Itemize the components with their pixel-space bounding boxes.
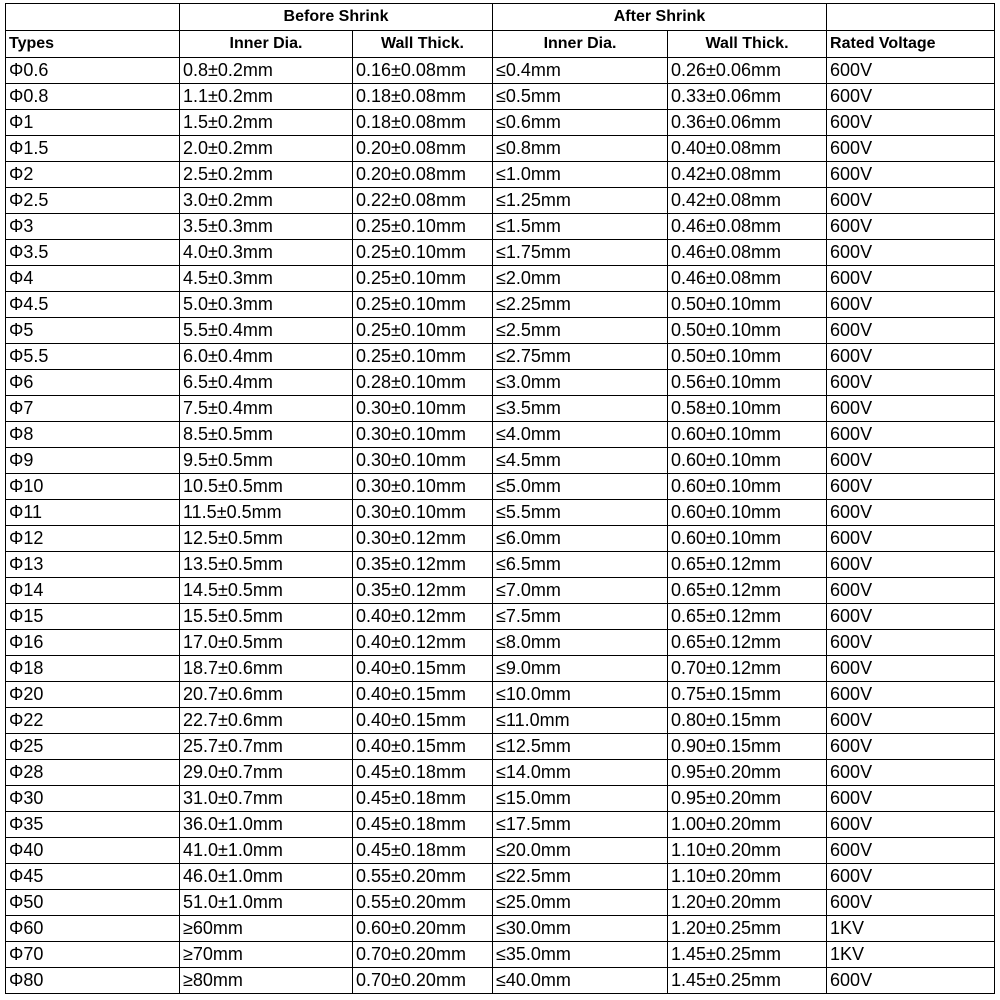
after-inner-dia-cell: ≤5.5mm xyxy=(493,500,668,526)
type-cell: Φ5.5 xyxy=(6,344,180,370)
before-inner-dia-cell: 36.0±1.0mm xyxy=(180,812,353,838)
after-wall-thick-cell: 0.40±0.08mm xyxy=(668,136,827,162)
table-row xyxy=(6,110,995,136)
before-inner-dia-cell: 5.5±0.4mm xyxy=(180,318,353,344)
rated-voltage-cell: 600V xyxy=(827,968,995,994)
rated-voltage-cell: 600V xyxy=(827,630,995,656)
rated-voltage-cell: 600V xyxy=(827,344,995,370)
after-inner-dia-cell: ≤20.0mm xyxy=(493,838,668,864)
type-cell: Φ22 xyxy=(6,708,180,734)
after-wall-thick-cell: 0.33±0.06mm xyxy=(668,84,827,110)
after-wall-thick-cell: 1.20±0.25mm xyxy=(668,916,827,942)
after-inner-dia-cell: ≤25.0mm xyxy=(493,890,668,916)
after-inner-dia-cell: ≤11.0mm xyxy=(493,708,668,734)
type-cell: Φ2.5 xyxy=(6,188,180,214)
type-cell: Φ3.5 xyxy=(6,240,180,266)
before-inner-dia-cell: 1.1±0.2mm xyxy=(180,84,353,110)
type-cell: Φ7 xyxy=(6,396,180,422)
rated-voltage-cell: 600V xyxy=(827,500,995,526)
before-wall-thick-cell: 0.28±0.10mm xyxy=(353,370,493,396)
before-wall-thick-cell: 0.70±0.20mm xyxy=(353,968,493,994)
table-row xyxy=(6,396,995,422)
before-inner-dia-cell: 8.5±0.5mm xyxy=(180,422,353,448)
table-row xyxy=(6,136,995,162)
rated-voltage-cell: 600V xyxy=(827,838,995,864)
table-row xyxy=(6,760,995,786)
group-header-after-shrink: After Shrink xyxy=(493,4,827,31)
after-inner-dia-cell: ≤1.25mm xyxy=(493,188,668,214)
before-inner-dia-cell: 12.5±0.5mm xyxy=(180,526,353,552)
rated-voltage-cell: 600V xyxy=(827,578,995,604)
before-inner-dia-cell: 25.7±0.7mm xyxy=(180,734,353,760)
rated-voltage-cell: 600V xyxy=(827,474,995,500)
after-wall-thick-cell: 1.45±0.25mm xyxy=(668,968,827,994)
after-inner-dia-cell: ≤2.0mm xyxy=(493,266,668,292)
rated-voltage-cell: 600V xyxy=(827,240,995,266)
after-wall-thick-cell: 0.42±0.08mm xyxy=(668,188,827,214)
before-wall-thick-cell: 0.30±0.10mm xyxy=(353,396,493,422)
table-row xyxy=(6,188,995,214)
after-inner-dia-cell: ≤1.75mm xyxy=(493,240,668,266)
type-cell: Φ18 xyxy=(6,656,180,682)
rated-voltage-cell: 600V xyxy=(827,370,995,396)
rated-voltage-cell: 600V xyxy=(827,526,995,552)
rated-voltage-cell: 600V xyxy=(827,110,995,136)
group-header-before-shrink: Before Shrink xyxy=(180,4,493,31)
table-row xyxy=(6,838,995,864)
rated-voltage-cell: 600V xyxy=(827,604,995,630)
before-inner-dia-cell: 15.5±0.5mm xyxy=(180,604,353,630)
rated-voltage-cell: 600V xyxy=(827,396,995,422)
table-row xyxy=(6,604,995,630)
after-wall-thick-cell: 0.56±0.10mm xyxy=(668,370,827,396)
before-wall-thick-cell: 0.30±0.10mm xyxy=(353,448,493,474)
after-wall-thick-cell: 0.95±0.20mm xyxy=(668,786,827,812)
type-cell: Φ70 xyxy=(6,942,180,968)
before-wall-thick-cell: 0.30±0.10mm xyxy=(353,474,493,500)
table-row xyxy=(6,318,995,344)
after-inner-dia-cell: ≤7.5mm xyxy=(493,604,668,630)
rated-voltage-cell: 600V xyxy=(827,864,995,890)
after-inner-dia-cell: ≤14.0mm xyxy=(493,760,668,786)
table-row xyxy=(6,500,995,526)
after-inner-dia-cell: ≤4.0mm xyxy=(493,422,668,448)
after-inner-dia-cell: ≤3.5mm xyxy=(493,396,668,422)
after-inner-dia-cell: ≤8.0mm xyxy=(493,630,668,656)
column-header-rated-voltage: Rated Voltage xyxy=(827,31,995,58)
before-wall-thick-cell: 0.35±0.12mm xyxy=(353,552,493,578)
before-wall-thick-cell: 0.25±0.10mm xyxy=(353,318,493,344)
before-wall-thick-cell: 0.35±0.12mm xyxy=(353,578,493,604)
after-wall-thick-cell: 0.75±0.15mm xyxy=(668,682,827,708)
before-inner-dia-cell: 9.5±0.5mm xyxy=(180,448,353,474)
before-wall-thick-cell: 0.55±0.20mm xyxy=(353,890,493,916)
before-wall-thick-cell: 0.40±0.12mm xyxy=(353,604,493,630)
after-wall-thick-cell: 0.50±0.10mm xyxy=(668,344,827,370)
after-wall-thick-cell: 0.58±0.10mm xyxy=(668,396,827,422)
type-cell: Φ4 xyxy=(6,266,180,292)
before-inner-dia-cell: 1.5±0.2mm xyxy=(180,110,353,136)
after-wall-thick-cell: 0.46±0.08mm xyxy=(668,266,827,292)
after-wall-thick-cell: 0.42±0.08mm xyxy=(668,162,827,188)
rated-voltage-cell: 600V xyxy=(827,58,995,84)
before-inner-dia-cell: 31.0±0.7mm xyxy=(180,786,353,812)
after-wall-thick-cell: 0.70±0.12mm xyxy=(668,656,827,682)
rated-voltage-cell: 1KV xyxy=(827,942,995,968)
before-inner-dia-cell: 10.5±0.5mm xyxy=(180,474,353,500)
after-wall-thick-cell: 0.26±0.06mm xyxy=(668,58,827,84)
type-cell: Φ6 xyxy=(6,370,180,396)
before-inner-dia-cell: 29.0±0.7mm xyxy=(180,760,353,786)
after-inner-dia-cell: ≤30.0mm xyxy=(493,916,668,942)
after-inner-dia-cell: ≤0.4mm xyxy=(493,58,668,84)
type-cell: Φ5 xyxy=(6,318,180,344)
group-header-empty-cell xyxy=(827,4,995,31)
after-wall-thick-cell: 1.20±0.20mm xyxy=(668,890,827,916)
after-inner-dia-cell: ≤9.0mm xyxy=(493,656,668,682)
table-row xyxy=(6,578,995,604)
before-inner-dia-cell: 6.5±0.4mm xyxy=(180,370,353,396)
column-header-after-wall-thick: Wall Thick. xyxy=(668,31,827,58)
rated-voltage-cell: 600V xyxy=(827,422,995,448)
before-wall-thick-cell: 0.40±0.15mm xyxy=(353,708,493,734)
type-cell: Φ14 xyxy=(6,578,180,604)
before-inner-dia-cell: 20.7±0.6mm xyxy=(180,682,353,708)
before-wall-thick-cell: 0.40±0.15mm xyxy=(353,656,493,682)
after-wall-thick-cell: 0.95±0.20mm xyxy=(668,760,827,786)
type-cell: Φ12 xyxy=(6,526,180,552)
after-wall-thick-cell: 0.65±0.12mm xyxy=(668,552,827,578)
before-inner-dia-cell: 2.5±0.2mm xyxy=(180,162,353,188)
type-cell: Φ40 xyxy=(6,838,180,864)
table-row xyxy=(6,552,995,578)
type-cell: Φ15 xyxy=(6,604,180,630)
rated-voltage-cell: 600V xyxy=(827,214,995,240)
before-inner-dia-cell: 3.0±0.2mm xyxy=(180,188,353,214)
type-cell: Φ0.6 xyxy=(6,58,180,84)
rated-voltage-cell: 600V xyxy=(827,682,995,708)
before-wall-thick-cell: 0.45±0.18mm xyxy=(353,812,493,838)
after-wall-thick-cell: 0.46±0.08mm xyxy=(668,214,827,240)
column-header-before-wall-thick: Wall Thick. xyxy=(353,31,493,58)
after-wall-thick-cell: 0.60±0.10mm xyxy=(668,500,827,526)
before-inner-dia-cell: 2.0±0.2mm xyxy=(180,136,353,162)
before-wall-thick-cell: 0.18±0.08mm xyxy=(353,84,493,110)
table-row xyxy=(6,266,995,292)
after-wall-thick-cell: 0.60±0.10mm xyxy=(668,422,827,448)
table-row xyxy=(6,708,995,734)
before-wall-thick-cell: 0.25±0.10mm xyxy=(353,214,493,240)
table-row xyxy=(6,422,995,448)
before-inner-dia-cell: 41.0±1.0mm xyxy=(180,838,353,864)
table-row xyxy=(6,864,995,890)
table-row xyxy=(6,84,995,110)
rated-voltage-cell: 600V xyxy=(827,890,995,916)
before-wall-thick-cell: 0.22±0.08mm xyxy=(353,188,493,214)
after-wall-thick-cell: 0.46±0.08mm xyxy=(668,240,827,266)
rated-voltage-cell: 600V xyxy=(827,188,995,214)
before-wall-thick-cell: 0.16±0.08mm xyxy=(353,58,493,84)
type-cell: Φ9 xyxy=(6,448,180,474)
after-inner-dia-cell: ≤10.0mm xyxy=(493,682,668,708)
after-inner-dia-cell: ≤35.0mm xyxy=(493,942,668,968)
rated-voltage-cell: 600V xyxy=(827,292,995,318)
after-inner-dia-cell: ≤2.5mm xyxy=(493,318,668,344)
after-wall-thick-cell: 0.90±0.15mm xyxy=(668,734,827,760)
rated-voltage-cell: 600V xyxy=(827,136,995,162)
table-row xyxy=(6,734,995,760)
column-header-before-inner-dia: Inner Dia. xyxy=(180,31,353,58)
after-inner-dia-cell: ≤6.0mm xyxy=(493,526,668,552)
type-cell: Φ16 xyxy=(6,630,180,656)
before-wall-thick-cell: 0.25±0.10mm xyxy=(353,292,493,318)
before-inner-dia-cell: 3.5±0.3mm xyxy=(180,214,353,240)
before-inner-dia-cell: 6.0±0.4mm xyxy=(180,344,353,370)
before-wall-thick-cell: 0.40±0.12mm xyxy=(353,630,493,656)
type-cell: Φ80 xyxy=(6,968,180,994)
table-row xyxy=(6,916,995,942)
after-inner-dia-cell: ≤22.5mm xyxy=(493,864,668,890)
type-cell: Φ28 xyxy=(6,760,180,786)
before-wall-thick-cell: 0.30±0.10mm xyxy=(353,422,493,448)
before-wall-thick-cell: 0.45±0.18mm xyxy=(353,760,493,786)
before-wall-thick-cell: 0.30±0.12mm xyxy=(353,526,493,552)
table-row xyxy=(6,240,995,266)
type-cell: Φ8 xyxy=(6,422,180,448)
rated-voltage-cell: 600V xyxy=(827,734,995,760)
after-wall-thick-cell: 1.45±0.25mm xyxy=(668,942,827,968)
table-row xyxy=(6,812,995,838)
group-header-row xyxy=(6,4,995,31)
column-header-row xyxy=(6,31,995,58)
before-inner-dia-cell: ≥60mm xyxy=(180,916,353,942)
after-inner-dia-cell: ≤7.0mm xyxy=(493,578,668,604)
after-inner-dia-cell: ≤6.5mm xyxy=(493,552,668,578)
type-cell: Φ50 xyxy=(6,890,180,916)
table-row xyxy=(6,968,995,994)
table-row xyxy=(6,474,995,500)
after-wall-thick-cell: 0.65±0.12mm xyxy=(668,630,827,656)
rated-voltage-cell: 600V xyxy=(827,318,995,344)
before-wall-thick-cell: 0.25±0.10mm xyxy=(353,240,493,266)
type-cell: Φ45 xyxy=(6,864,180,890)
before-wall-thick-cell: 0.20±0.08mm xyxy=(353,136,493,162)
table-row xyxy=(6,526,995,552)
table-body xyxy=(6,4,995,994)
table-row xyxy=(6,370,995,396)
after-inner-dia-cell: ≤5.0mm xyxy=(493,474,668,500)
table-row xyxy=(6,162,995,188)
rated-voltage-cell: 600V xyxy=(827,656,995,682)
table-row xyxy=(6,630,995,656)
table-row xyxy=(6,942,995,968)
rated-voltage-cell: 600V xyxy=(827,786,995,812)
before-inner-dia-cell: 13.5±0.5mm xyxy=(180,552,353,578)
after-inner-dia-cell: ≤1.5mm xyxy=(493,214,668,240)
before-inner-dia-cell: 7.5±0.4mm xyxy=(180,396,353,422)
after-wall-thick-cell: 1.00±0.20mm xyxy=(668,812,827,838)
after-inner-dia-cell: ≤17.5mm xyxy=(493,812,668,838)
type-cell: Φ1.5 xyxy=(6,136,180,162)
after-inner-dia-cell: ≤0.5mm xyxy=(493,84,668,110)
column-header-after-inner-dia: Inner Dia. xyxy=(493,31,668,58)
before-wall-thick-cell: 0.55±0.20mm xyxy=(353,864,493,890)
table-row xyxy=(6,58,995,84)
rated-voltage-cell: 600V xyxy=(827,162,995,188)
table-row xyxy=(6,344,995,370)
before-inner-dia-cell: ≥80mm xyxy=(180,968,353,994)
after-inner-dia-cell: ≤3.0mm xyxy=(493,370,668,396)
after-inner-dia-cell: ≤2.25mm xyxy=(493,292,668,318)
table-row xyxy=(6,786,995,812)
type-cell: Φ20 xyxy=(6,682,180,708)
before-wall-thick-cell: 0.25±0.10mm xyxy=(353,266,493,292)
type-cell: Φ60 xyxy=(6,916,180,942)
table-row xyxy=(6,292,995,318)
rated-voltage-cell: 600V xyxy=(827,266,995,292)
after-inner-dia-cell: ≤15.0mm xyxy=(493,786,668,812)
type-cell: Φ13 xyxy=(6,552,180,578)
before-inner-dia-cell: 0.8±0.2mm xyxy=(180,58,353,84)
before-inner-dia-cell: 4.0±0.3mm xyxy=(180,240,353,266)
before-wall-thick-cell: 0.20±0.08mm xyxy=(353,162,493,188)
table-row xyxy=(6,656,995,682)
after-inner-dia-cell: ≤12.5mm xyxy=(493,734,668,760)
after-wall-thick-cell: 0.65±0.12mm xyxy=(668,578,827,604)
before-wall-thick-cell: 0.60±0.20mm xyxy=(353,916,493,942)
type-cell: Φ35 xyxy=(6,812,180,838)
after-inner-dia-cell: ≤2.75mm xyxy=(493,344,668,370)
before-inner-dia-cell: 46.0±1.0mm xyxy=(180,864,353,890)
type-cell: Φ25 xyxy=(6,734,180,760)
rated-voltage-cell: 600V xyxy=(827,708,995,734)
after-wall-thick-cell: 1.10±0.20mm xyxy=(668,864,827,890)
before-wall-thick-cell: 0.40±0.15mm xyxy=(353,682,493,708)
type-cell: Φ30 xyxy=(6,786,180,812)
type-cell: Φ3 xyxy=(6,214,180,240)
rated-voltage-cell: 600V xyxy=(827,552,995,578)
rated-voltage-cell: 600V xyxy=(827,760,995,786)
spec-table xyxy=(5,3,995,994)
before-wall-thick-cell: 0.18±0.08mm xyxy=(353,110,493,136)
after-inner-dia-cell: ≤1.0mm xyxy=(493,162,668,188)
table-row xyxy=(6,448,995,474)
before-inner-dia-cell: 51.0±1.0mm xyxy=(180,890,353,916)
before-inner-dia-cell: 18.7±0.6mm xyxy=(180,656,353,682)
before-wall-thick-cell: 0.25±0.10mm xyxy=(353,344,493,370)
before-wall-thick-cell: 0.45±0.18mm xyxy=(353,786,493,812)
type-cell: Φ0.8 xyxy=(6,84,180,110)
before-wall-thick-cell: 0.70±0.20mm xyxy=(353,942,493,968)
group-header-empty-cell xyxy=(6,4,180,31)
column-header-types: Types xyxy=(6,31,180,58)
after-inner-dia-cell: ≤4.5mm xyxy=(493,448,668,474)
before-inner-dia-cell: ≥70mm xyxy=(180,942,353,968)
before-inner-dia-cell: 17.0±0.5mm xyxy=(180,630,353,656)
after-wall-thick-cell: 0.60±0.10mm xyxy=(668,474,827,500)
before-inner-dia-cell: 11.5±0.5mm xyxy=(180,500,353,526)
after-wall-thick-cell: 0.50±0.10mm xyxy=(668,292,827,318)
after-wall-thick-cell: 0.36±0.06mm xyxy=(668,110,827,136)
after-inner-dia-cell: ≤0.8mm xyxy=(493,136,668,162)
type-cell: Φ11 xyxy=(6,500,180,526)
after-wall-thick-cell: 1.10±0.20mm xyxy=(668,838,827,864)
before-inner-dia-cell: 4.5±0.3mm xyxy=(180,266,353,292)
table-row xyxy=(6,214,995,240)
before-inner-dia-cell: 14.5±0.5mm xyxy=(180,578,353,604)
rated-voltage-cell: 600V xyxy=(827,812,995,838)
table-row xyxy=(6,890,995,916)
after-wall-thick-cell: 0.65±0.12mm xyxy=(668,604,827,630)
type-cell: Φ10 xyxy=(6,474,180,500)
after-wall-thick-cell: 0.60±0.10mm xyxy=(668,448,827,474)
before-wall-thick-cell: 0.45±0.18mm xyxy=(353,838,493,864)
after-inner-dia-cell: ≤40.0mm xyxy=(493,968,668,994)
before-inner-dia-cell: 22.7±0.6mm xyxy=(180,708,353,734)
before-wall-thick-cell: 0.30±0.10mm xyxy=(353,500,493,526)
after-wall-thick-cell: 0.60±0.10mm xyxy=(668,526,827,552)
rated-voltage-cell: 600V xyxy=(827,84,995,110)
type-cell: Φ4.5 xyxy=(6,292,180,318)
after-wall-thick-cell: 0.50±0.10mm xyxy=(668,318,827,344)
table-row xyxy=(6,682,995,708)
before-inner-dia-cell: 5.0±0.3mm xyxy=(180,292,353,318)
rated-voltage-cell: 1KV xyxy=(827,916,995,942)
before-wall-thick-cell: 0.40±0.15mm xyxy=(353,734,493,760)
rated-voltage-cell: 600V xyxy=(827,448,995,474)
type-cell: Φ1 xyxy=(6,110,180,136)
after-wall-thick-cell: 0.80±0.15mm xyxy=(668,708,827,734)
type-cell: Φ2 xyxy=(6,162,180,188)
after-inner-dia-cell: ≤0.6mm xyxy=(493,110,668,136)
